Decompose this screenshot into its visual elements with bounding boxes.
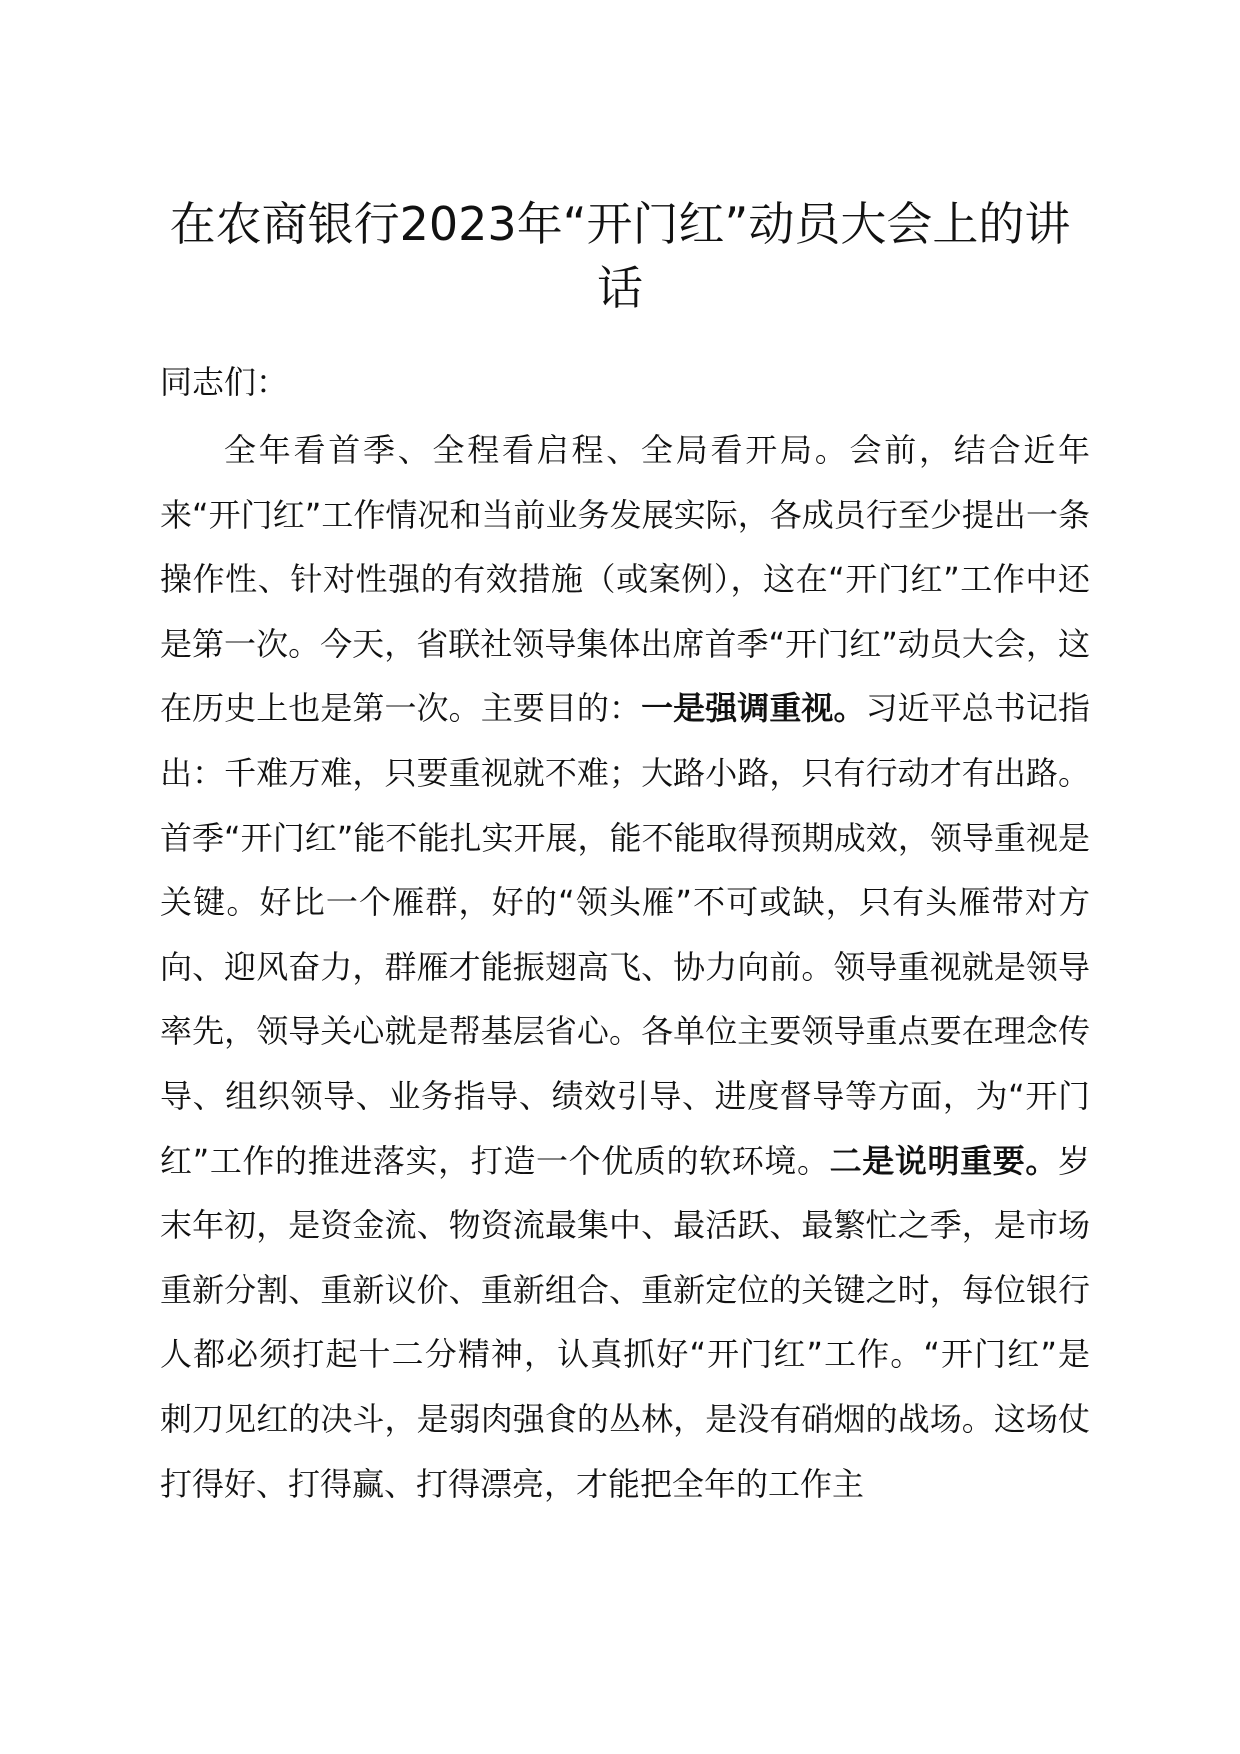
text-run-1: 全年看首季、全程看启程、全局看开局。会前，结合近年来“开门红”工作情况和当前业务发展实际，各成员行至少提出一条操作性、针对性强的有效措施（或案例），这在“开门红”工作中还是第一次。今天，省联社领导集体出席首季“开门红”动员大会，这在历史上也是第一次。主要目的： <box>160 431 1090 728</box>
text-run-3: 岁末年初，是资金流、物资流最集中、最活跃、最繁忙之季，是市场重新分割、重新议价、重新组合、重新定位的关键之时，每位银行人都必须打起十二分精神，认真抓好“开门红”工作。“开门红”是刺刀见红的决斗，是弱肉强食的丛林，是没有硝烟的战场。这场仗打得好、打得赢、打得漂亮，才能把全年的工作主 <box>160 1141 1090 1503</box>
bold-point-1: 一是强调重视。 <box>641 689 866 728</box>
salutation: 同志们： <box>160 363 289 401</box>
text-run-2: 习近平总书记指出：千难万难，只要重视就不难；大路小路，只有行动才有出路。首季“开门红”能不能扎实开展，能不能取得预期成效，领导重视是关键。好比一个雁群，好的“领头雁”不可或缺，只有头雁带对方向、迎风奋力，群雁才能振翅高飞、协力向前。领导重视就是领导率先，领导关心就是帮基层省心。各单位主要领导重点要在理念传导、组织领导、业务指导、绩效引导、进度督导等方面，为“开门红”工作的推进落实，打造一个优质的软环境。 <box>160 689 1090 1180</box>
bold-point-2: 二是说明重要。 <box>829 1141 1058 1180</box>
document-title: 在农商银行2023年“开门红”动员大会上的讲话 <box>169 197 1071 315</box>
body-paragraph <box>160 418 1090 1516</box>
